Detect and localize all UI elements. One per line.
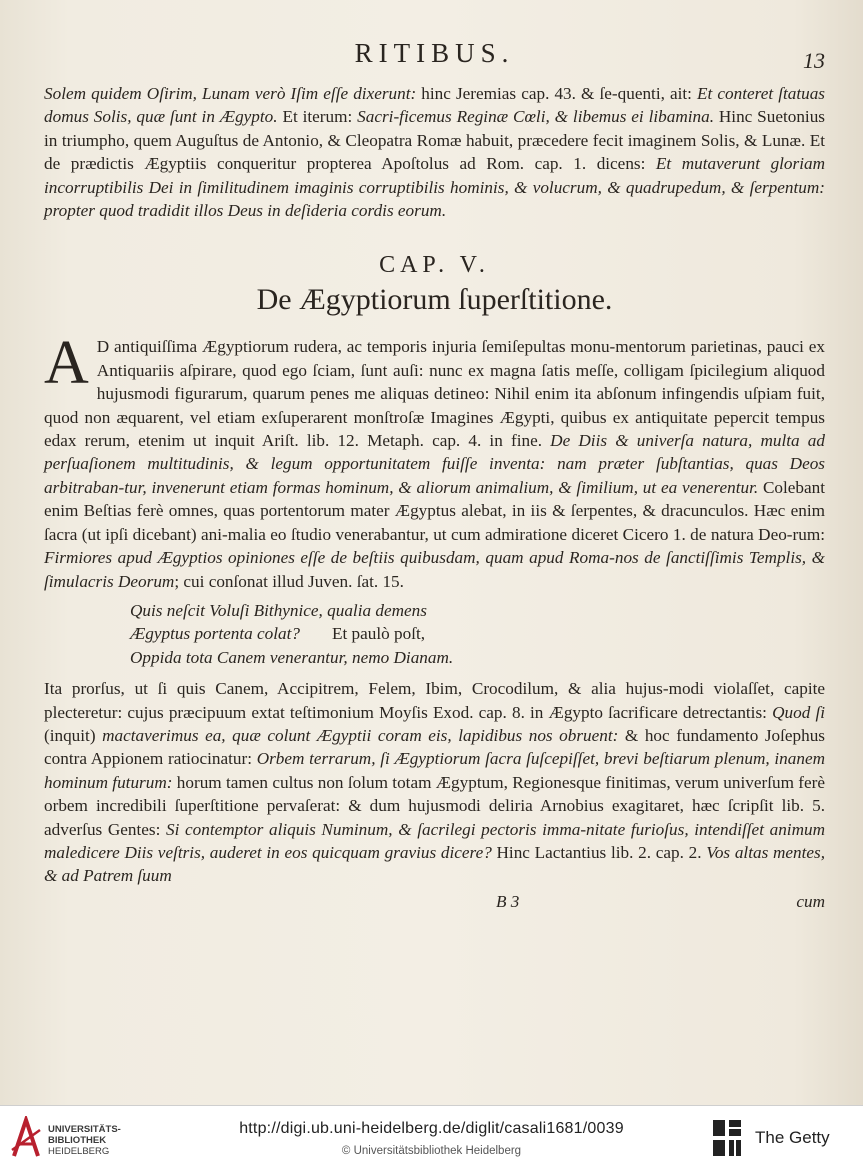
text-segment: D antiquiſſima Ægyptiorum rudera, ac temporis injuria ſemiſepultas monu-mentorum parietinas, pauci ex Antiquariis aſpirare, quod ego ſciam, ſunt auſi: nunc ex magna ſatis meſſe, colligam ſpicilegium aliquod hujusmodi figurarum, quarum penes me aliquas detineo: Nihil enim ita abſonum infingendis uſpiam fuit, quod non æquarent, vel etiam exſuperarent monſtroſæ Imagines Ægypti, quibus ex antiquitate pepercit tempus edax rerum, etenim ut inquit Ariſt. lib. 12. Metaph. cap. 4. in fine. xyxy=(44,337,825,451)
running-title: RITIBUS. xyxy=(354,38,515,68)
page-number: 13 xyxy=(803,48,825,73)
italic-text-segment: Et mutaverunt gloriam incorruptibilis Dei in ſimilitudinem imaginis corruptibilis hominis, & volucrum, & quadrupedum, & ſerpentum: propter quod tradidit illos Deus in deſideria cordis eorum. xyxy=(44,154,825,221)
partner-name: The Getty xyxy=(755,1128,830,1147)
text-segment: ; cui conſonat illud Juven. ſat. 15. xyxy=(174,571,404,591)
italic-text-segment: Si contemptor aliquis Numinum, & ſacrilegi pectoris imma-nitate furioſus, intendiſſet animum maledicere Diis veſtris, auderet in eos quicquam gravius dicere? xyxy=(44,819,825,862)
text-segment: Hinc Lactantius lib. 2. cap. 2. xyxy=(491,842,707,862)
verse-line-3: Oppida tota Canem venerantur, nemo Dianam. xyxy=(130,647,454,667)
italic-text-segment: Quod ſi xyxy=(772,702,825,722)
getty-logo[interactable] xyxy=(711,1118,851,1158)
text-segment: & hoc fundamento Joſephus contra Appionem ratiocinatur: xyxy=(44,725,825,769)
catchword: cum xyxy=(796,891,825,911)
body-paragraph-2 xyxy=(44,677,825,888)
intro-paragraph xyxy=(44,82,825,222)
body-text xyxy=(44,329,825,591)
verse-quote xyxy=(130,599,825,669)
drop-cap: A xyxy=(44,329,89,398)
viewer-footer-bar xyxy=(0,1105,863,1169)
chapter-title: De Ægyptiorum ſuperſtitione. xyxy=(256,283,613,317)
italic-text-segment: Vos altas mentes, & ad Patrem ſuum xyxy=(44,842,826,886)
page-footer xyxy=(44,892,825,918)
body-paragraph xyxy=(44,329,825,592)
verse-line-2 xyxy=(130,622,825,645)
chapter-label: CAP. V. xyxy=(379,252,490,279)
verse-line-2-text: Ægyptus portenta colat? xyxy=(130,624,300,644)
library-name-line-3: HEIDELBERG xyxy=(48,1146,110,1157)
text-segment: (inquit) xyxy=(44,725,103,745)
italic-text-segment: De Diis & univerſa natura, multa ad perſuaſionem multitudinis, & legum opportunitatem fuiſſe inventa: nam præter ſubſtantias, quas Deos arbitraban-tur, invenerunt etiam formas hominum, & aliorum animalium, & ſimilium, ut ea venerentur. xyxy=(44,431,825,497)
italic-text-segment: Solem quidem Oſirim, Lunam verò Iſim eſſe dixerunt: xyxy=(44,84,422,103)
text-segment: Ita prorſus, ut ſi quis Canem, Accipitrem, Felem, Ibim, Crocodilum, & alia hujus-modi violaſſet, capite plecteretur: cujus præcipuum extat teſtimonium Moyſis Exod. cap. 8. in Ægypto ſacrificare detrectantis: xyxy=(44,679,825,722)
text-segment: Colebant enim Beſtias ferè omnes, quas portentorum mater Ægyptus alebat, in iis & ſerpentes, & dracunculos. Hæc enim ſacra (ut ipſi dicebant) ani-malia eo ſtudio venerabantur, ut cum admiratione diceret Cicero 1. de natura Deo-rum: xyxy=(44,477,825,544)
copyright-notice: © Universitätsbibliothek Heidelberg xyxy=(341,1145,522,1157)
getty-logo-icon xyxy=(711,1118,743,1158)
text-segment: hinc Jeremias cap. 43. & ſe-quenti, ait: xyxy=(421,84,698,103)
page-content xyxy=(44,38,825,918)
permalink-url[interactable]: http://digi.ub.uni-heidelberg.de/diglit/casali1681/0039 xyxy=(239,1120,624,1137)
text-segment: horum tamen cultus non ſolum totam Ægyptum, Regionesque finitimas, verum univerſum ferè orbem incredibili ſuperſtitione pervaſerat: & dum hujusmodi deliria Arnobius exagitaret, hæc ſcripſit lib. 5. adverſus Gentes: xyxy=(44,772,825,839)
running-head xyxy=(44,38,825,82)
italic-text-segment: mactaverimus ea, quæ colunt Ægyptii coram eis, lapidibus nos obruent: xyxy=(102,725,619,745)
verse-line-1: Quis neſcit Voluſi Bithynice, qualia demens xyxy=(130,600,427,620)
library-name-line-2: BIBLIOTHEK xyxy=(48,1135,107,1146)
italic-text-segment: Et conteret ſtatuas domus Solis, quæ ſunt in Ægypto. xyxy=(44,84,825,127)
text-segment: Hinc Suetonius in triumpho, quem Auguſtus de Antonio, & Cleopatra Romæ habuit, præcedere fecit imaginem Solis, & Lunæ. Et de prædictis Ægyptiis conqueritur propterea Apoſtolus ad Rom. cap. 1. dicens: xyxy=(44,107,825,174)
italic-text-segment: Orbem terrarum, ſi Ægyptiorum ſacra ſuſcepiſſet, brevi beſtiarum plenum, inanem hominum futurum: xyxy=(44,749,825,792)
italic-text-segment: Sacri-ficemus Reginæ Cœli, & libemus ei libamina. xyxy=(357,107,714,127)
verse-aside: Et paulò poſt, xyxy=(331,624,426,644)
library-name-line-1: UNIVERSITÄTS- xyxy=(48,1124,121,1135)
italic-text-segment: Firmiores apud Ægyptios opiniones eſſe de beſtiis quibusdam, quam apud Roma-nos de ſanctiſſimis Templis, & ſimulacris Deorum xyxy=(44,548,825,591)
text-segment: Et iterum: xyxy=(277,107,358,127)
signature-mark: B 3 xyxy=(496,891,520,911)
